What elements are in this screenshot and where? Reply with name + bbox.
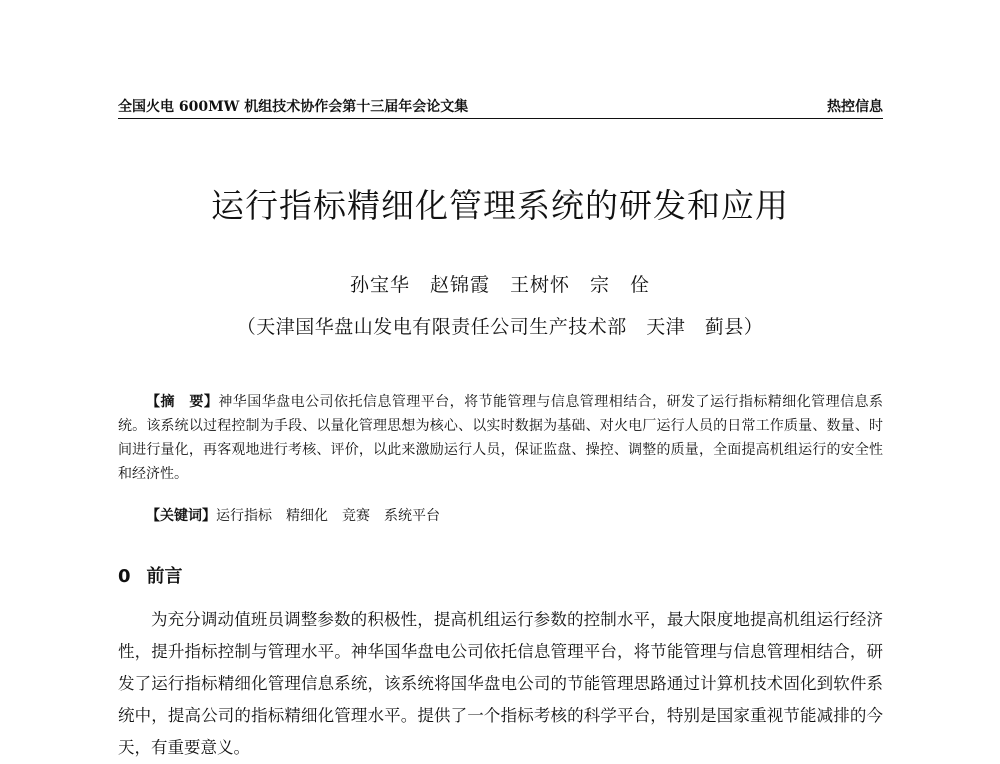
keyword: 运行指标	[216, 508, 272, 524]
keyword: 系统平台	[384, 508, 440, 524]
keyword: 竞赛	[342, 508, 370, 524]
section-title: 前言	[146, 566, 183, 587]
running-header	[118, 96, 883, 119]
author-affiliation: （天津国华盘山发电有限责任公司生产技术部 天津 蓟县）	[236, 316, 764, 338]
abstract-text: 神华国华盘电公司依托信息管理平台，将节能管理与信息管理相结合，研发了运行指标精细化管理信息系统。该系统以过程控制为手段、以量化管理思想为核心、以实时数据为基础、对火电厂运行人员的日常工作质量、数量、时间进行量化，再客观地进行考核、评价，以此来激励运行人员，保证监盘、操控、调整的质量，全面提高机组运行的安全性和经济性。	[118, 394, 884, 482]
abstract-label: 【摘 要】	[146, 394, 219, 410]
keywords-label: 【关键词】	[146, 508, 216, 524]
category-tag: 热控信息	[827, 99, 883, 115]
proceedings-title: 全国火电 600MW 机组技术协作会第十三届年会论文集	[118, 99, 469, 115]
author-list: 孙宝华 赵锦霞 王树怀 宗 佺	[349, 274, 650, 296]
section-number: 0	[118, 566, 131, 587]
section-heading	[118, 562, 183, 588]
keyword: 精细化	[286, 508, 328, 524]
keywords	[146, 504, 454, 528]
abstract	[118, 390, 883, 486]
section-paragraph: 为充分调动值班员调整参数的积极性，提高机组运行参数的控制水平，最大限度地提高机组运行经济性，提升指标控制与管理水平。神华国华盘电公司依托信息管理平台，将节能管理与信息管理相结合，研发了运行指标精细化管理信息系统，该系统将国华盘电公司的节能管理思路通过计算机技术固化到软件系统中，提高公司的指标精细化管理水平。提供了一个指标考核的科学平台，特别是国家重视节能减排的今天，有重要意义。	[118, 610, 883, 757]
paper-title: 运行指标精细化管理系统的研发和应用	[211, 186, 789, 225]
